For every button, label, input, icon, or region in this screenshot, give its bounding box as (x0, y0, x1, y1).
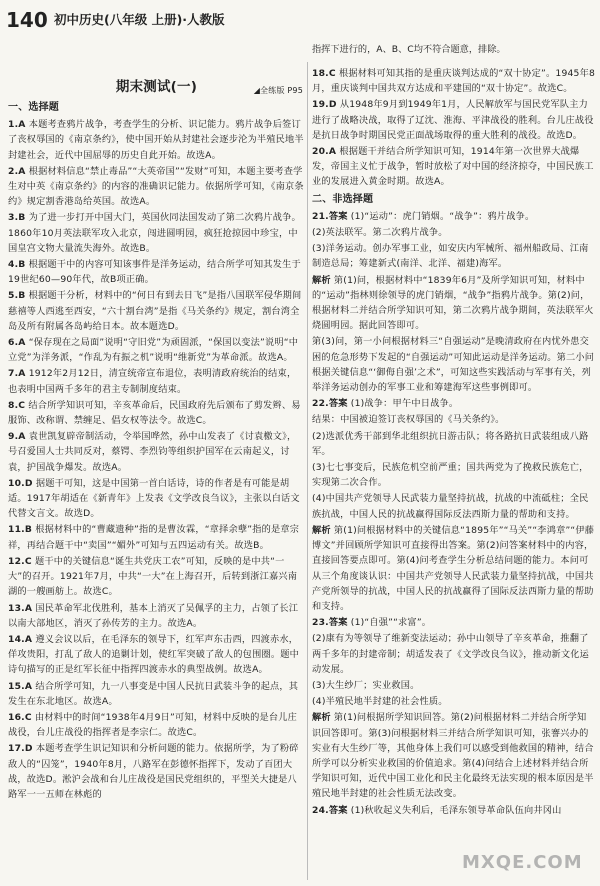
book-title: 初中历史(八年级 上册)·人教版 (54, 12, 225, 27)
question-number: 20.A (312, 146, 337, 158)
question-number: 11.B (8, 524, 33, 536)
right-question-list (312, 66, 595, 190)
question-text: 本题考查学生识记知识和分析问题的能力。依据所学，为了粉碎敌人的“囚笼”，1940年8月，八路军在彭德怀指挥下，发动了百团大战，故选D。淞沪会战和台儿庄战役是国民党组织的，平型关大捷是八路军一一五师在林彪的 (8, 743, 299, 800)
question-number: 解析 (312, 712, 331, 724)
question-text: 结合所学可知，九一八事变是中国人民抗日武装斗争的起点，其发生在东北地区。故选A。 (8, 680, 299, 707)
question-text: (4)半殖民地半封建的社会性质。 (312, 696, 448, 708)
question-number: 3.B (8, 212, 26, 224)
question-item (8, 632, 305, 678)
question-text: 根据材料信息“禁止毒品”“大英帝国”“发财”可知，本题主要考查学生对中英《南京条约》的内容的准确识记能力。依据所学可知，《南京条约》规定割香港岛给英国。故选A。 (8, 165, 304, 208)
question-item (8, 710, 305, 740)
question-number: 18.C (312, 68, 336, 79)
question-text: 第(1)问根据所学知识回答。第(2)问根据材料二并结合所学知识回答即可。第(3)问根据材料三并结合所学知识可知，张謇兴办的实业有大生纱厂等，其他身体上我们可以感受到他救国的精神，结合所学可以分析实业救国的价值追求。第(4)问结合上述材料并结合所学知识可知，近代中国工业化和民主化最终无法实现的根本原因是半殖民地半封建的社会性质无法改变。 (312, 712, 594, 800)
question-text: (1)“自强”“求富”。 (350, 617, 432, 629)
question-number: 19.D (312, 99, 337, 111)
column-divider (307, 62, 308, 880)
right-column (312, 66, 595, 819)
section-nonchoice: 二、非选择题 (312, 193, 374, 205)
question-item (8, 257, 305, 287)
question-number: 14.A (8, 633, 33, 645)
question-text: (3)七七事变后，民族危机空前严重；国共两党为了挽救民族危亡，实现第二次合作。 (312, 462, 589, 489)
question-text: 由材料中的时间“1938年4月9日”可知，材料中反映的是台儿庄战役，台儿庄战役的指挥者是李宗仁。故选C。 (8, 711, 298, 739)
question-number: 解析 (312, 524, 331, 536)
question-text: (1)战争：甲午中日战争。 (350, 398, 459, 410)
question-text: 据题干可知，这是中国第一首白话诗，诗的作者是有可能是胡适。1917年胡适在《新青年》上发表《文学改良刍议》，主张以白话文代替文言文。故选D。 (8, 477, 300, 520)
left-column (8, 40, 305, 803)
question-number: 23.答案 (312, 617, 348, 629)
question-item (312, 334, 595, 395)
question-item (8, 429, 305, 475)
question-item (312, 396, 595, 411)
question-text: 从1948年9月到1949年1月，人民解放军与国民党军队主力进行了战略决战，取得了辽沈、淮海、平津战役的胜利。台儿庄战役是抗日战争时期国民党正面战场取得的重大胜利的战役。故选D。 (312, 99, 594, 141)
test-title (8, 76, 305, 98)
question-item (8, 210, 305, 256)
question-item (8, 288, 305, 334)
question-item (312, 412, 595, 427)
question-text: 题干中的关键信息“诞生共党庆工农”可知，反映的是中共“一大”的召开。1921年7月，中共“一大”在上海召开，后转到浙江嘉兴南湖的一艘画舫上。故选C。 (8, 555, 298, 598)
question-item (312, 273, 595, 334)
question-text: 国民革命军北伐胜利，基本上消灭了吴佩孚的主力，占领了长江以南大部地区，消灭了孙传芳的主力。故选A。 (8, 602, 299, 629)
question-item (8, 522, 305, 552)
question-text: 第(1)问根据材料中的关键信息“1895年”“马关”“李鸿章”“伊藤博文”并回顾所学知识可直接得出答案。第(2)问答案材料中的内容，直接回答要点即可。第(4)问考查学生分析总结问题的能力。本问可从三个角度谈认识：中国共产党领导人民武装力量坚持抗战，中国共产党所领导的抗战，中国人民的抗战赢得了国际反法西斯力量的帮助和支持。 (312, 524, 595, 612)
question-number: 解析 (312, 274, 331, 286)
question-text: 第(3)问，第一小问根据材料三“自强运动”是晚清政府在内忧外患交困的危急形势下发起的“自强运动”可知此运动是洋务运动。第二小问根据关键信息“‘御侮自强’之术”，可知这些实践活动与军事有关，列举洋务运动创办的军事工业和筹建海军这些事例即可。 (312, 336, 595, 394)
question-number: 24.答案 (312, 804, 348, 816)
section-choice: 一、选择题 (8, 102, 59, 113)
question-text: (3)洋务运动。创办军事工业，如安庆内军械所、福州船政局、江南制造总局；筹建新式(南洋、北洋、福建)海军。 (312, 243, 589, 270)
question-text: 袁世凯复辟帝制活动，令举国哗然，孙中山发表了《讨袁檄文》，号召爱国人士共同反对，蔡锷、李烈钧等组织护国军在云南起义，讨袁，护国战争爆发。故选A。 (8, 431, 297, 473)
question-number: 22.答案 (312, 398, 348, 410)
question-text: 结合所学知识可知，辛亥革命后，民国政府先后颁布了剪发辫、易服饰、改称谓、禁缠足、倡女权等法令。故选C。 (8, 399, 301, 427)
question-item (312, 97, 595, 143)
question-text: (1)“运动”：虎门销烟。“战争”：鸦片战争。 (350, 210, 535, 222)
question-text: (2)选派优秀干部到华北组织抗日游击队；将各路抗日武装组成八路军。 (312, 430, 589, 457)
question-item (312, 225, 595, 240)
question-item (8, 741, 305, 802)
page-number: 140 (6, 8, 48, 32)
question-number: 16.C (8, 711, 32, 723)
question-text: 根据材料可知其指的是重庆谈判达成的“双十协定”。1945年8月，重庆谈判中国共双方达成和平建国的“双十协定”。故选C。 (312, 68, 596, 95)
question-item (8, 335, 305, 365)
watermark-logo: MXQE.COM (462, 852, 583, 873)
question-item (312, 615, 595, 630)
question-number: 7.A (8, 368, 26, 380)
question-item (312, 241, 595, 271)
question-item (312, 429, 595, 459)
question-number: 8.C (8, 399, 26, 411)
question-text: 本题考查鸦片战争，考查学生的分析、识记能力。鸦片战争后签订了丧权辱国的《南京条约》，使中国开始从封建社会逐步沦为半殖民地半封建社会，近代中国屈辱的历史自此开始。故选A。 (8, 119, 304, 161)
question-text: 根据材料中的“曹藏遗种”指的是曹汝霖，“章择余孽”指的是章宗祥，再结合题干中“卖国”“媚外”可知与五四运动有关。故选B。 (8, 524, 300, 551)
question-item (312, 523, 595, 614)
question-number: 6.A (8, 337, 26, 349)
question-text: 1912年2月12日，清宣统帝宣布退位，表明清政府统治的结束，也表明中国两千多年的君主专制制度结束。 (8, 368, 297, 395)
question-number: 9.A (8, 431, 26, 443)
question-number: 15.A (8, 680, 33, 692)
question-text: (2)英法联军。第二次鸦片战争。 (312, 227, 448, 239)
question-number: 17.D (8, 743, 33, 755)
question-item (8, 679, 305, 709)
question-item (312, 631, 595, 677)
question-item (312, 678, 595, 693)
left-question-list (8, 117, 305, 802)
nonchoice-list (312, 209, 595, 818)
question-text: (4)中国共产党领导人民武装力量坚持抗战，抗战的中流砥柱；全民族抗战，中国人民的抗战赢得国际反法西斯力量的帮助和支持。 (312, 493, 589, 520)
question-text: (2)康有为等领导了维新变法运动；孙中山领导了辛亥革命，推翻了两千多年的封建帝制；胡适发表了《文学改良刍议》，推动新文化运动发展。 (312, 633, 590, 675)
test-title-text: 期末测试(一) (115, 79, 198, 95)
question-number: 4.B (8, 259, 26, 271)
question-number: 2.A (8, 165, 26, 177)
question-text: 第(1)问，根据材料中“1839年6月”及所学知识可知，材料中的“运动”指林则徐领导的虎门销烟，“战争”指鸦片战争。第(2)问，根据材料二并结合所学知识可知，第二次鸦片战争期间，英法联军火烧圆明园。据此回答即可。 (312, 274, 594, 332)
question-text: 根据题干中的内容可知该事件是洋务运动，结合所学可知其发生于19世纪60—90年代，故B项正确。 (8, 259, 301, 286)
page-header (6, 6, 306, 34)
question-text: “保存现在之局面”说明“守旧党”为顽固派，“保国以变法”说明“中立党”为洋务派，“作乱为有振之机”说明“维新党”为革命派。故选A。 (8, 337, 299, 364)
question-text: 结果：中国被迫签订丧权辱国的《马关条约》。 (312, 414, 505, 426)
question-item (312, 460, 595, 490)
question-number: 10.D (8, 477, 33, 489)
question-item (8, 117, 305, 163)
question-item (312, 209, 595, 224)
answer-ref: ◢全练版 P95 (253, 86, 303, 95)
question-text: 为了进一步打开中国大门，英国伙同法国发动了第二次鸦片战争。1860年10月英法联军攻入北京，闯进圆明园，疯狂抢掠园中珍宝，中国皇宫文物大量流失海外。故选B。 (8, 212, 301, 254)
question-text: 根据题干并结合所学知识可知，1914年第一次世界大战爆发，帝国主义忙于战争，暂时放松了对中国的经济掠夺，中国民族工业的发展进入黄金时期。故选A。 (312, 146, 594, 188)
question-item (8, 398, 305, 428)
question-item (312, 66, 595, 96)
question-text: (1)秋收起义失利后，毛泽东领导革命队伍向井冈山 (350, 804, 562, 816)
question-item (312, 491, 595, 521)
question-number: 5.B (8, 290, 26, 302)
question-item (312, 144, 595, 190)
question-item (312, 803, 595, 818)
question-text: 根据题干分析，材料中的“何日有到去日飞”是指八国联军侵华期间慈禧等人西逃至西安，“六十割台湾”是指《马关条约》规定，割台湾全岛及所有附属各岛屿给日本。故本题选D。 (8, 290, 302, 332)
question-item (8, 601, 305, 631)
question-item (312, 694, 595, 709)
continued-text: 指挥下进行的，A、B、C均不符合题意，排除。 (312, 44, 506, 55)
question-number: 13.A (8, 602, 33, 614)
question-number: 12.C (8, 555, 32, 567)
question-item (8, 164, 305, 210)
question-number: 21.答案 (312, 210, 348, 222)
question-item (8, 476, 305, 522)
question-item (312, 710, 595, 801)
question-item (8, 554, 305, 600)
question-item (8, 366, 305, 396)
question-number: 1.A (8, 119, 26, 131)
question-text: 遵义会议以后，在毛泽东的领导下，红军声东击西，四渡赤水，佯攻贵阳，打乱了敌人的追剿计划，使红军突破了敌人的包围圈。题中诗句描写的正是红军长征中指挥四渡赤水的典型战例。故选A。 (8, 633, 300, 676)
question-text: (3)大生纱厂；实业救国。 (312, 679, 420, 691)
